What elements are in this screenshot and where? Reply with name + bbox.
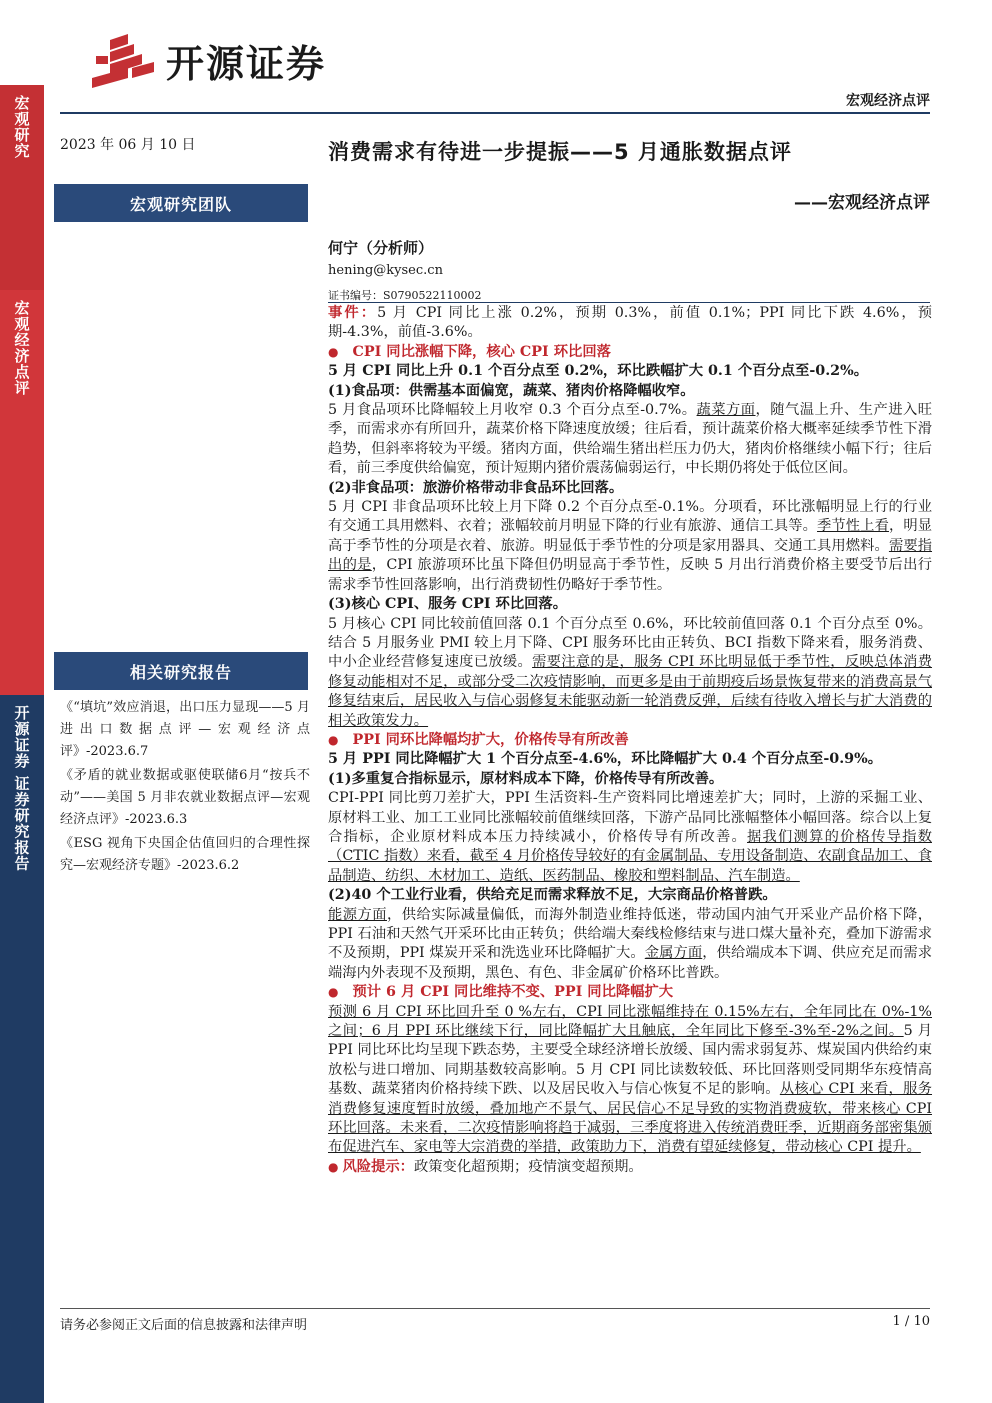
footer-disclaimer: 请务必参阅正文后面的信息披露和法律声明 [60,1318,308,1333]
section-heading [328,731,932,750]
body-divider [328,302,930,303]
s1-p2-c: ，CPI 旅游项环比虽下降但仍明显高于季节性，反映 5 月出行消费价格主要受节后出行需求季节性回落影响，出行消费韧性仍略好于季节性。 [328,557,933,593]
s1-p2-b: ，明显高于季节性的分项是衣着、旅游。明显低于季节性的分项是家用器具、交通工具用燃料。 [328,518,933,554]
s1-p1-u: 蔬菜方面 [696,402,756,419]
footer-divider [60,1308,930,1309]
s2-p1-head: (1)多重复合指标显示，原材料成本下降，价格传导有所改善。 [328,770,724,787]
related-report-item[interactable]: 《“填坑”效应消退，出口压力显现——5 月进出口数据点评—宏观经济点评》-2023.6.7 [60,700,310,759]
kysec-logo-icon [88,32,158,88]
side-tab-kysec-report: 开源证券 证券研究报告 [0,695,44,1403]
report-subtitle: ——宏观经济点评 [794,193,930,213]
s2-p2-a: ，供给实际减量偏低，而海外制造业维持低迷，带动国内油气开采业产品价格下降，PPI 石油和天然气开采环比由正转负；供给端大秦线检修结束与进口煤大量补充，叠加下游需求不及预期，PPI 煤炭开采和洗选业环比降幅扩大。 [328,906,933,962]
logo-text: 开源证券 [166,41,327,86]
s1-p2-u2: 需要指出的是 [328,537,933,574]
s3-a: 5 月 PPI 同比环比均呈现下跌态势，主要受全球经济增长放缓、国内需求弱复苏、煤炭国内供给约束放松与进口增加、同期基数较高影响。5 月 CPI 同比读数较低、环比回落则受同期华东疫情高基数、蔬菜猪肉价格持续下跌、以及居民收入与信心恢复不足的影响。 [328,1023,933,1098]
s1-p2 [328,498,932,595]
s1-p3 [328,615,932,731]
s1-p3-a: 5 月核心 CPI 同比较前值回落 0.1 个百分点至 0.6%，环比较前值回落 0.1 个百分点至 0%。结合 5 月服务业 PMI 较上月下降、CPI 服务环比由正转负、BCI 指数下降来看，服务消费、中小企业经营修复速度已放缓。 [328,615,932,671]
s3-u2: 从核心 CPI 来看，服务消费修复速度暂时放缓，叠加地产不景气、居民信心不足导致的实物消费疲软，带来核心 CPI 环比回落。未来看，二次疫情影响将趋于减弱，三季度将进入传统消费旺季，近期商务部密集颁布促进汽车、家电等大宗消费的举措，政策助力下，消费有望延续修复，带动核心 CPI 提升。 [328,1081,933,1156]
s2-p2 [328,906,932,984]
s2-p2-u1: 能源方面 [328,906,387,923]
section-heading [328,343,932,362]
section-2-heading: PPI 同环比降幅均扩大，价格传导有所改善 [352,731,629,748]
side-tab-macro-commentary: 宏观经济点评 [0,290,44,695]
header-divider [60,112,930,114]
event-paragraph [328,304,932,343]
s1-p3-head: (3)核心 CPI、服务 CPI 环比回落。 [328,596,568,613]
analyst-name: 何宁（分析师） [328,239,434,257]
related-reports-box: 相关研究报告 [54,652,308,690]
kysec-logo [88,30,378,90]
risk-paragraph [328,1158,932,1177]
bullet-icon: ● [328,344,339,359]
bullet-icon: ● [328,1159,339,1174]
s3-u1: 预测 6 月 CPI 环比回升至 0 %左右，CPI 同比涨幅维持在 0.15%左右，全年同比在 0%-1%之间；6 月 PPI 环比继续下行，同比降幅扩大且触底，全年同比下修至-3%至-2%之间。 [328,1003,932,1040]
related-report-item[interactable]: 《矛盾的就业数据或驱使联储6月“按兵不动”——美国 5 月非农就业数据点评—宏观经济点评》-2023.6.3 [60,768,310,827]
team-box: 宏观研究团队 [54,184,308,222]
s1-p2-u: 季节性上看 [817,518,889,535]
header-category: 宏观经济点评 [846,93,930,109]
analyst-cert: 证书编号：S0790522110002 [328,289,482,302]
s2-p2-head: (2)40 个工业行业看，供给充足而需求释放不足，大宗商品价格普跌。 [328,887,777,904]
bullet-icon: ● [328,732,339,747]
s2-p2-b: ，供给端成本下调、供应充足而需求端海内外表现不及预期，黑色、有色、非金属矿价格环比普跌。 [328,945,933,981]
section-3-heading: 预计 6 月 CPI 同比维持不变、PPI 同比降幅扩大 [352,984,674,1001]
s1-p1-head: (1)食品项：供需基本面偏宽，蔬菜、猪肉价格降幅收窄。 [328,382,695,399]
section-1-heading: CPI 同比涨幅下降，核心 CPI 环比回落 [352,343,611,360]
report-date: 2023 年 06 月 10 日 [60,137,196,153]
s1-p1-b: ，随气温上升、生产进入旺季，而需求亦有所回升，蔬菜价格下降速度放缓；往后看，预计蔬菜价格大概率延续季节性下滑趋势，但斜率将较为平缓。猪肉方面，供给端生猪出栏压力仍大，猪肉价格继续小幅下行；往后看，前三季度供给偏宽，预计短期内猪价震荡偏弱运行，中长期仍将处于低位区间。 [328,402,933,477]
section-heading [328,983,932,1002]
related-report-item[interactable]: 《ESG 视角下央国企估值回归的合理性探究—宏观经济专题》-2023.6.2 [60,836,310,873]
s1-p2-head: (2)非食品项：旅游价格带动非食品环比回落。 [328,479,624,496]
s2-p2-u2: 金属方面 [644,945,703,962]
s1-p2-a: 5 月 CPI 非食品项环比较上月下降 0.2 个百分点至-0.1%。分项看，环比涨幅明显上行的行业有交通工具用燃料、衣着；涨幅较前月明显下降的行业有旅游、通信工具等。 [328,499,932,535]
section-2-lead: 5 月 PPI 同比降幅扩大 1 个百分点至-4.6%，环比降幅扩大 0.4 个百分点至-0.9%。 [328,751,883,768]
s1-p1-a: 5 月食品项环比降幅较上月收窄 0.3 个百分点至-0.7%。 [328,402,697,419]
related-reports-list [60,697,310,879]
analyst-email[interactable]: hening@kysec.cn [328,263,443,278]
risk-text: 政策变化超预期；疫情演变超预期。 [413,1158,643,1175]
risk-label: 风险提示： [342,1158,414,1175]
s3-p1 [328,1003,932,1158]
section-1-lead: 5 月 CPI 同比上升 0.1 个百分点至 0.2%，环比跌幅扩大 0.1 个百分点至-0.2%。 [328,363,869,380]
report-title: 消费需求有待进一步提振——5 月通胀数据点评 [328,140,792,164]
event-label: 事件： [328,305,378,321]
event-text: 5 月 CPI 同比上涨 0.2%，预期 0.3%，前值 0.1%；PPI 同比下跌 4.6%，预期-4.3%，前值-3.6%。 [328,305,932,341]
report-body [328,304,932,1177]
s2-p1-u: 据我们测算的价格传导指数（CTIC 指数）来看，截至 4 月价格传导较好的有金属制品、专用设备制造、农副食品加工、食品制造、纺织、木材加工、造纸、医药制品、橡胶和塑料制品、汽车制造。 [328,828,932,884]
s1-p3-u: 需要注意的是，服务 CPI 环比明显低于季节性，反映总体消费修复动能相对不足，或部分受二次疫情影响，而更多是由于前期疫后场景恢复带来的消费高景气修复结束后，居民收入与信心弱修复未能驱动新一轮消费反弹，后续有待收入增长与扩大消费的相关政策发力。 [328,654,933,729]
s2-p1 [328,789,932,886]
bullet-icon: ● [328,985,339,1000]
s2-p1-a: CPI-PPI 同比剪刀差扩大，PPI 生活资料-生产资料同比增速差扩大；同时，上游的采掘工业、原材料工业、加工工业同比涨幅较前值继续回落，下游产品同比涨幅整体小幅回落。综合以上复合指标，企业原材料成本压力持续减小，价格传导有所改善。 [328,790,932,845]
side-tab-macro-research: 宏观研究 [0,85,44,290]
s1-p1 [328,401,932,479]
page-number: 1 / 10 [892,1314,930,1329]
